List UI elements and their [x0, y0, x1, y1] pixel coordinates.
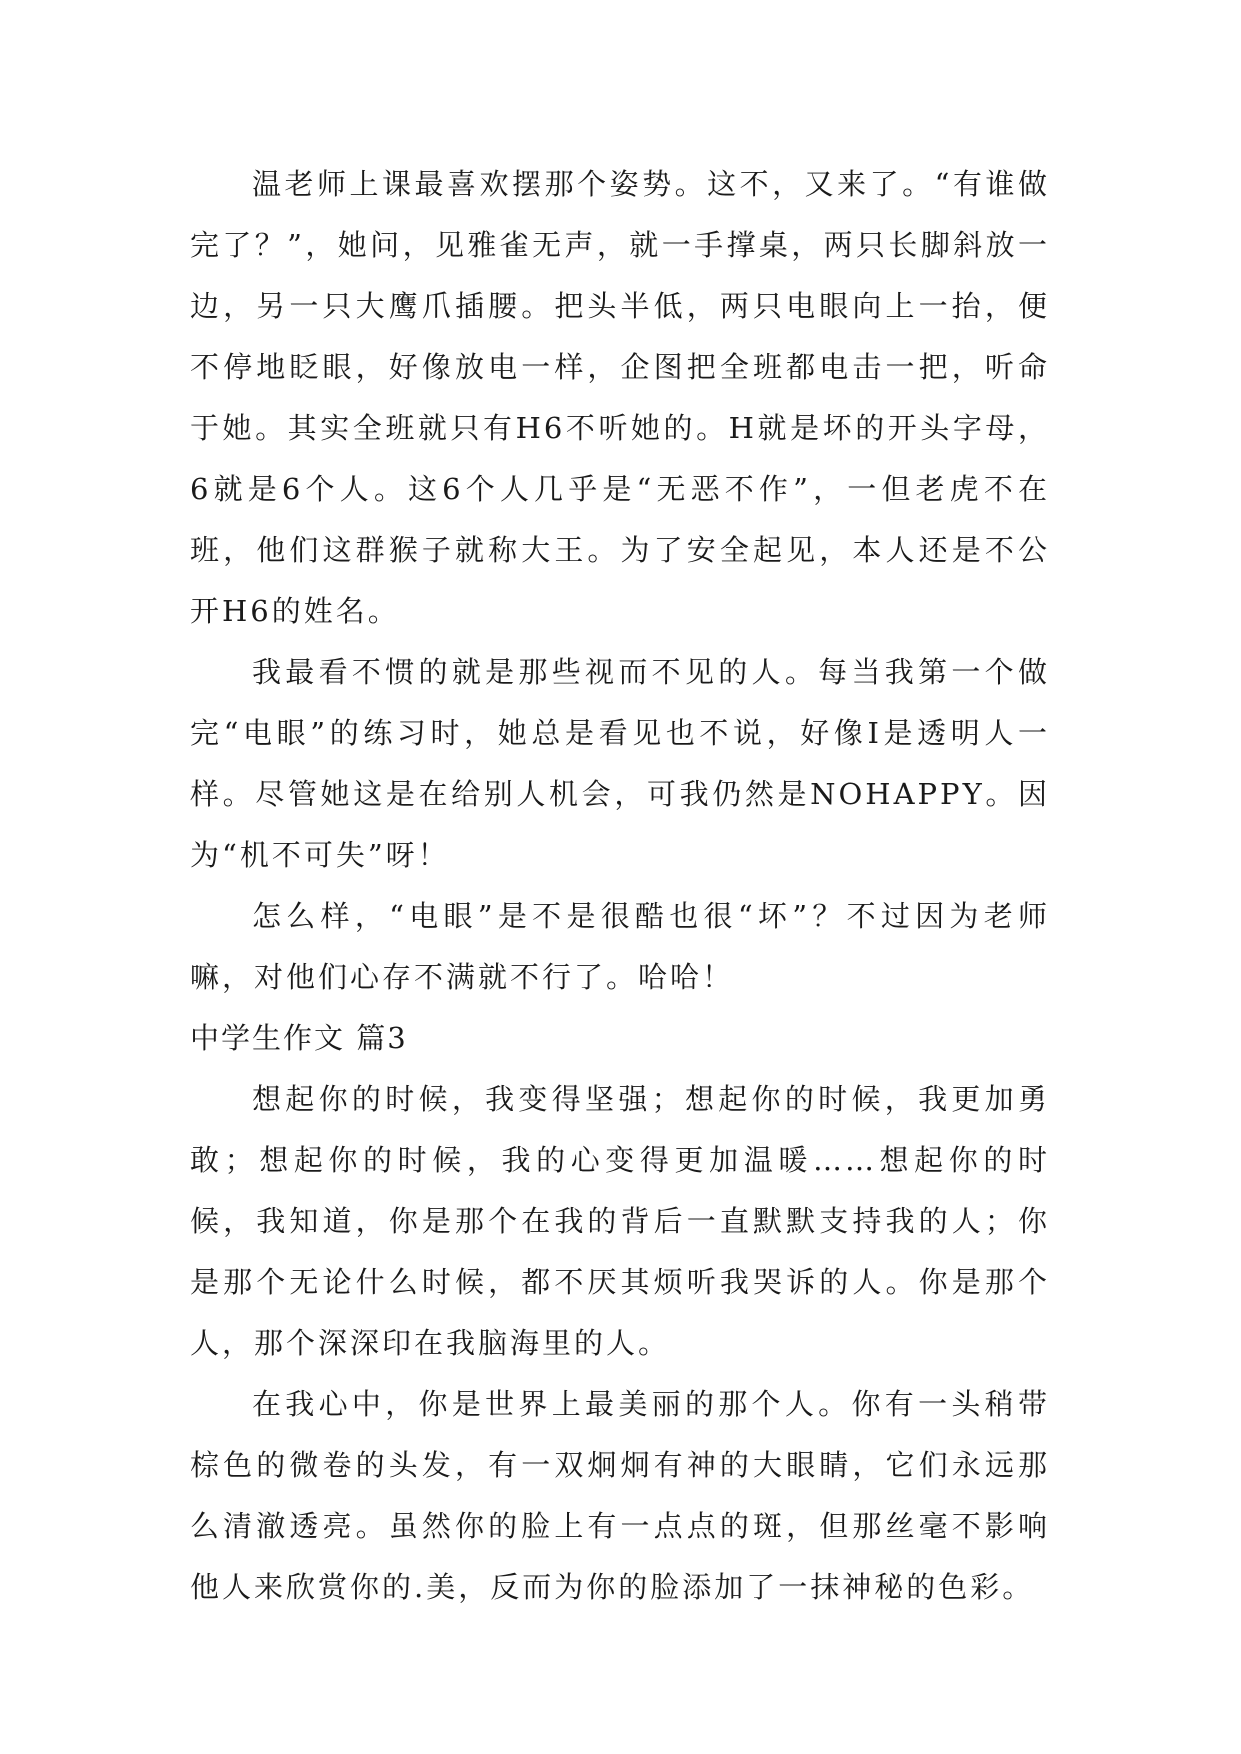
section-heading: 中学生作文 篇3 — [190, 1021, 408, 1055]
document-body — [190, 154, 1050, 1618]
paragraph-conclusion: 怎么样，“电眼”是不是很酷也很“坏”？不过因为老师嘛，对他们心存不满就不行了。哈哈！ — [190, 899, 1050, 994]
paragraph-thinking-of-you: 想起你的时候，我变得坚强；想起你的时候，我更加勇敢；想起你的时候，我的心变得更加温暖……想起你的时候，我知道，你是那个在我的背后一直默默支持我的人；你是那个无论什么时候，都不厌其烦听我哭诉的人。你是那个人，那个深深印在我脑海里的人。 — [190, 1082, 1050, 1360]
paragraph-ignored: 我最看不惯的就是那些视而不见的人。每当我第一个做完“电眼”的练习时，她总是看见也不说，好像I是透明人一样。尽管她这是在给别人机会，可我仍然是NOHAPPY。因为“机不可失”呀！ — [190, 655, 1050, 872]
paragraph-most-beautiful: 在我心中，你是世界上最美丽的那个人。你有一头稍带棕色的微卷的头发，有一双炯炯有神的大眼睛，它们永远那么清澈透亮。虽然你的脸上有一点点的斑，但那丝毫不影响他人来欣赏你的.美，反而为你的脸添加了一抹神秘的色彩。 — [190, 1387, 1050, 1604]
paragraph-teacher-pose: 温老师上课最喜欢摆那个姿势。这不，又来了。“有谁做完了？”，她问，见雅雀无声，就一手撑桌，两只长脚斜放一边，另一只大鹰爪插腰。把头半低，两只电眼向上一抬，便不停地眨眼，好像放电一样，企图把全班都电击一把，听命于她。其实全班就只有H6不听她的。H就是坏的开头字母，6就是6个人。这6个人几乎是“无恶不作”，一但老虎不在班，他们这群猴子就称大王。为了安全起见，本人还是不公开H6的姓名。 — [190, 167, 1050, 628]
